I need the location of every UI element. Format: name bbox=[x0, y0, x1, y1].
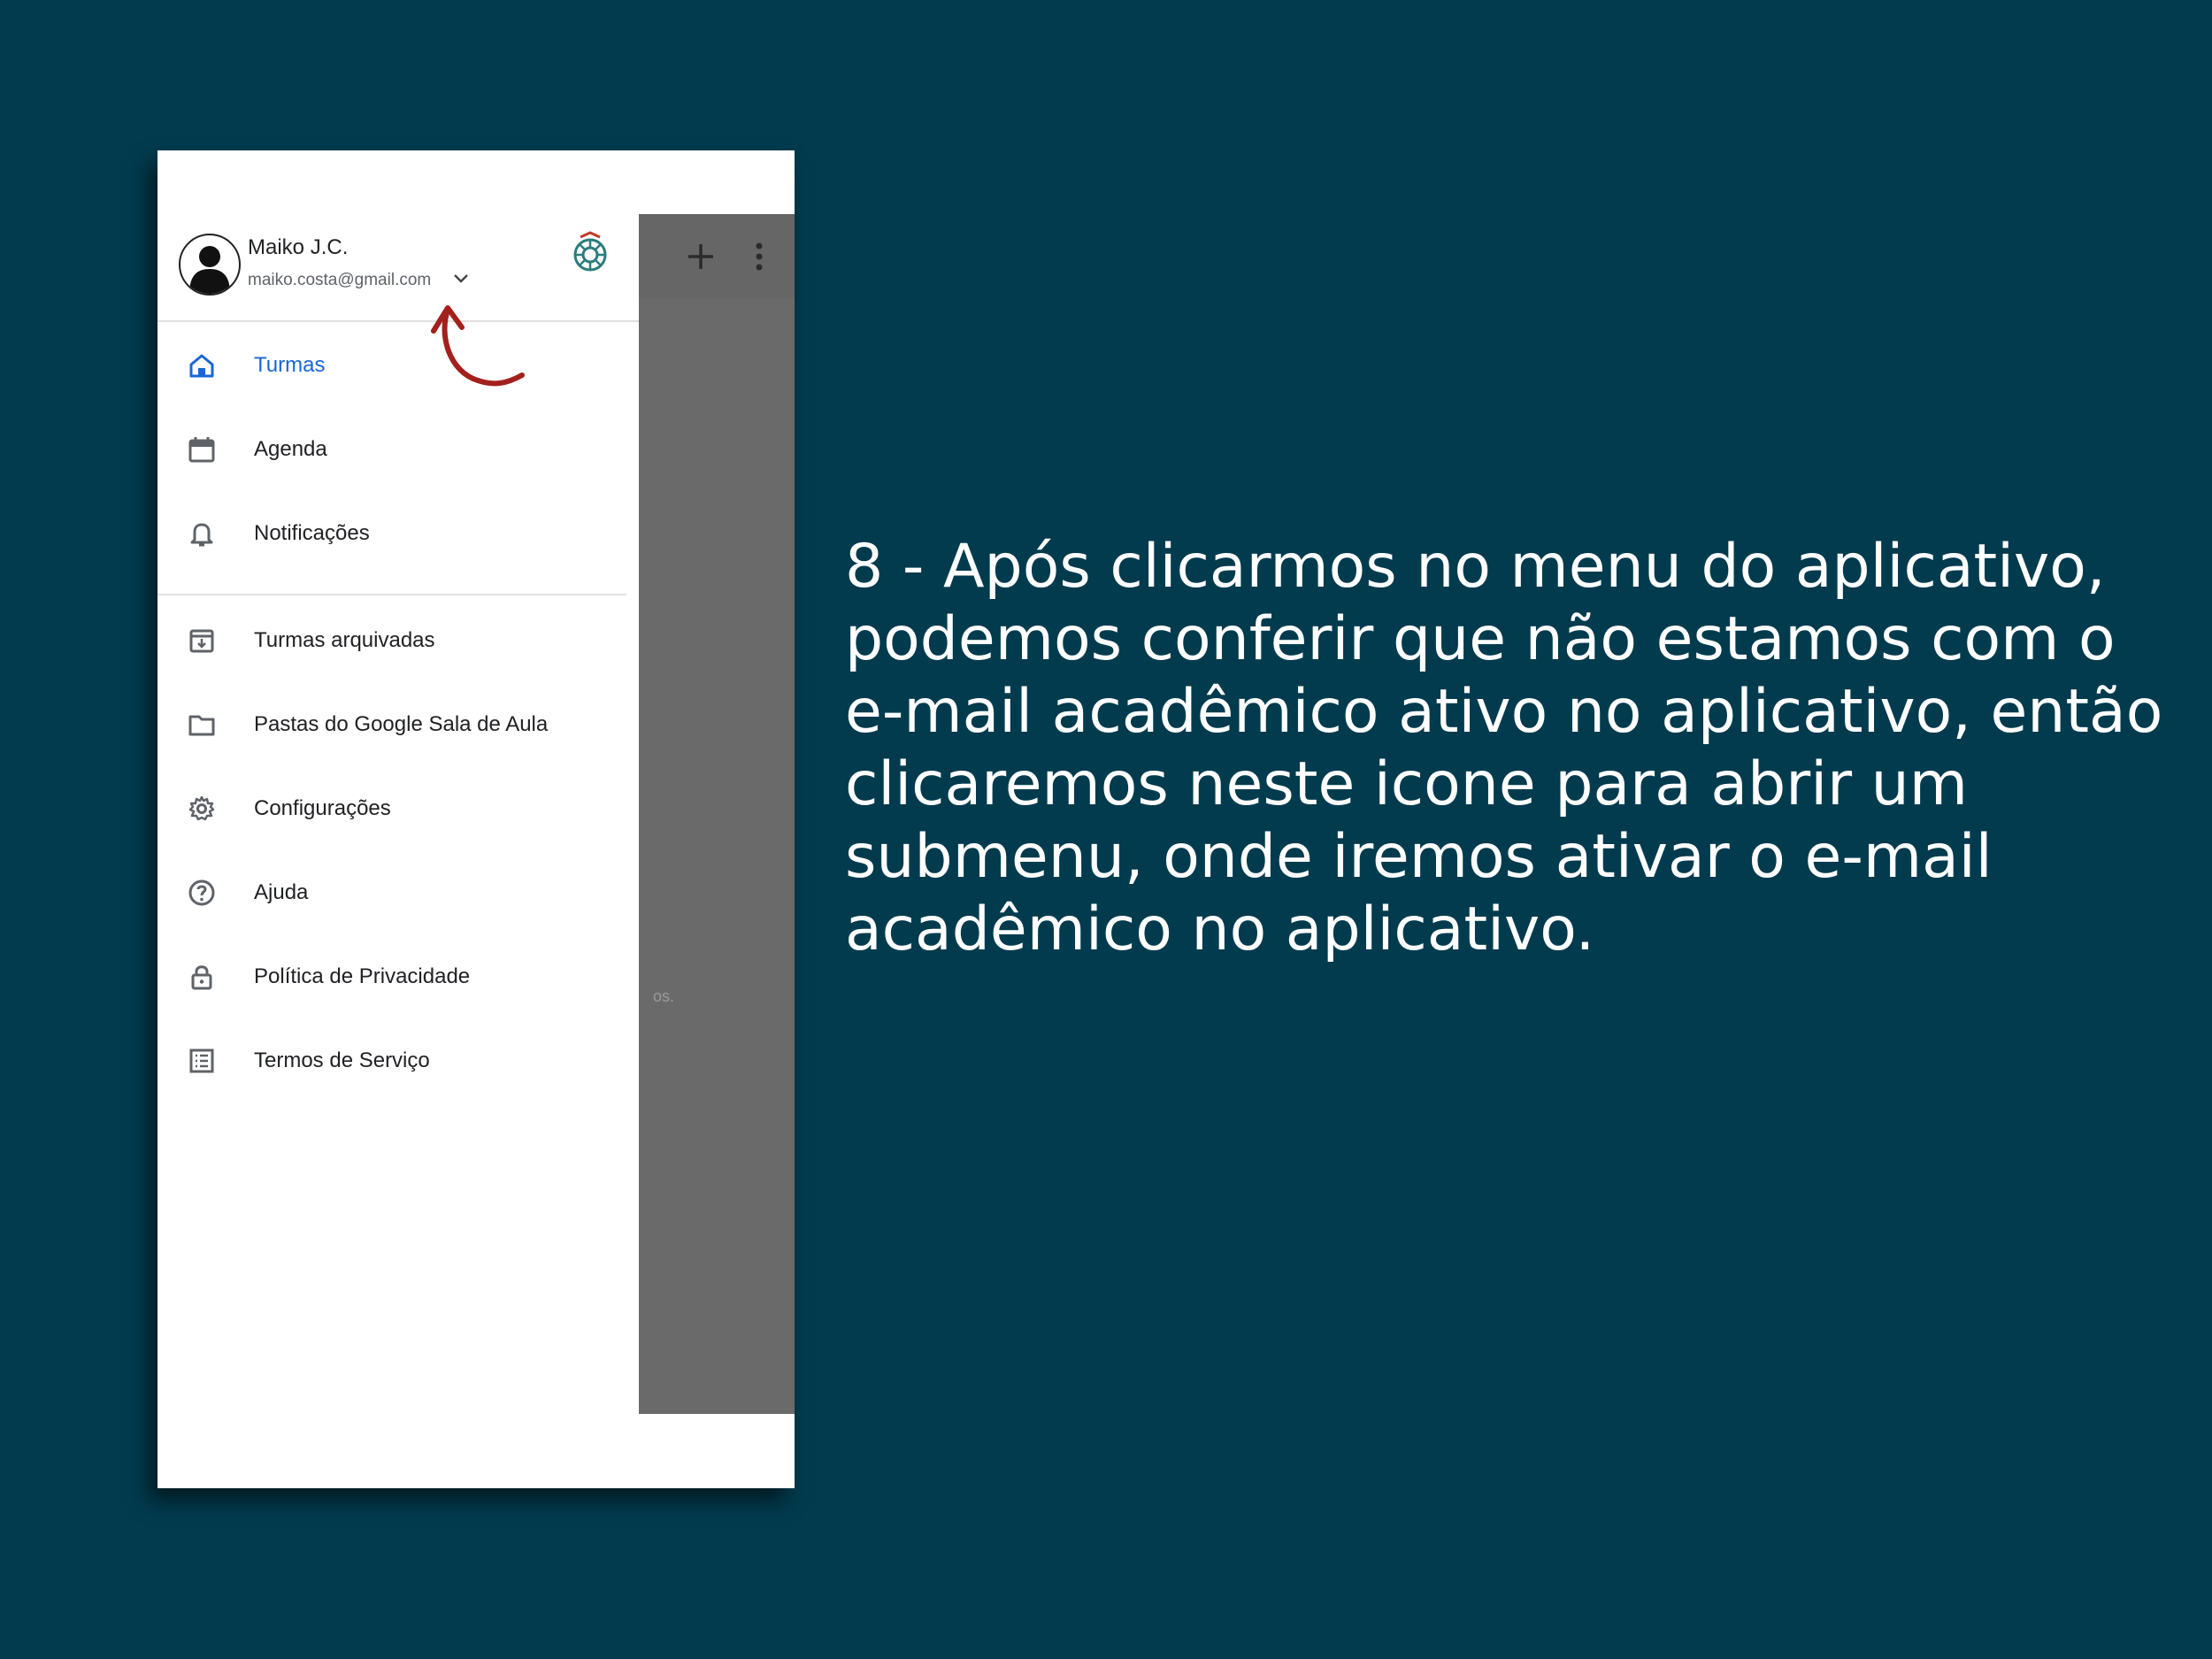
chevron-down-icon[interactable] bbox=[451, 269, 471, 288]
calendar-icon bbox=[188, 435, 216, 464]
person-icon bbox=[180, 235, 239, 294]
more-vert-icon[interactable] bbox=[750, 239, 768, 274]
background-app-bar bbox=[639, 214, 795, 299]
account-name: Maiko J.C. bbox=[248, 235, 349, 259]
nav-item-label: Notificações bbox=[254, 521, 370, 545]
instruction-caption: 8 - Após clicarmos no menu do aplicativo, podemos conferir que não estamos com o e-mail acadêmico ativo no aplicativo, então clicaremos neste icone para abrir um submenu, onde iremos ativar o e-mail acadêmico no aplicativo. bbox=[845, 532, 2163, 964]
nav-item-label: Agenda bbox=[254, 437, 327, 461]
nav-item-pastas[interactable] bbox=[157, 684, 639, 764]
folder-icon bbox=[188, 710, 216, 739]
archive-icon bbox=[188, 626, 216, 655]
plus-icon[interactable] bbox=[683, 239, 718, 274]
nav-item-label: Configurações bbox=[254, 796, 391, 820]
nav-item-configuracoes[interactable] bbox=[157, 768, 639, 848]
navigation-drawer bbox=[157, 150, 639, 1488]
nav-item-label: Turmas arquivadas bbox=[254, 628, 435, 652]
nav-item-label: Política de Privacidade bbox=[254, 964, 471, 988]
nav-item-agenda[interactable] bbox=[157, 409, 639, 488]
home-icon bbox=[188, 351, 216, 380]
background-app-scrim[interactable] bbox=[639, 214, 795, 1414]
phone-screenshot bbox=[157, 150, 795, 1488]
help-icon bbox=[188, 879, 216, 907]
nav-item-politica-privacidade[interactable] bbox=[157, 936, 639, 1016]
nav-item-turmas[interactable] bbox=[157, 325, 639, 404]
nav-item-label: Ajuda bbox=[254, 880, 309, 904]
background-hint-text: os. bbox=[652, 987, 674, 1005]
nav-item-termos-servico[interactable] bbox=[157, 1020, 639, 1100]
list-icon bbox=[188, 1047, 216, 1075]
nav-divider bbox=[157, 594, 626, 595]
nav-item-turmas-arquivadas[interactable] bbox=[157, 600, 639, 680]
bell-icon bbox=[188, 519, 216, 548]
nav-item-label: Termos de Serviço bbox=[254, 1048, 430, 1072]
lock-icon bbox=[188, 963, 216, 991]
avatar[interactable] bbox=[179, 234, 241, 296]
school-logo-icon[interactable] bbox=[570, 230, 611, 276]
nav-item-label: Pastas do Google Sala de Aula bbox=[254, 712, 549, 736]
nav-item-notificacoes[interactable] bbox=[157, 493, 639, 572]
nav-item-label: Turmas bbox=[254, 353, 326, 377]
gear-icon bbox=[188, 795, 216, 823]
account-email: maiko.costa@gmail.com bbox=[248, 271, 432, 289]
nav-item-ajuda[interactable] bbox=[157, 852, 639, 932]
